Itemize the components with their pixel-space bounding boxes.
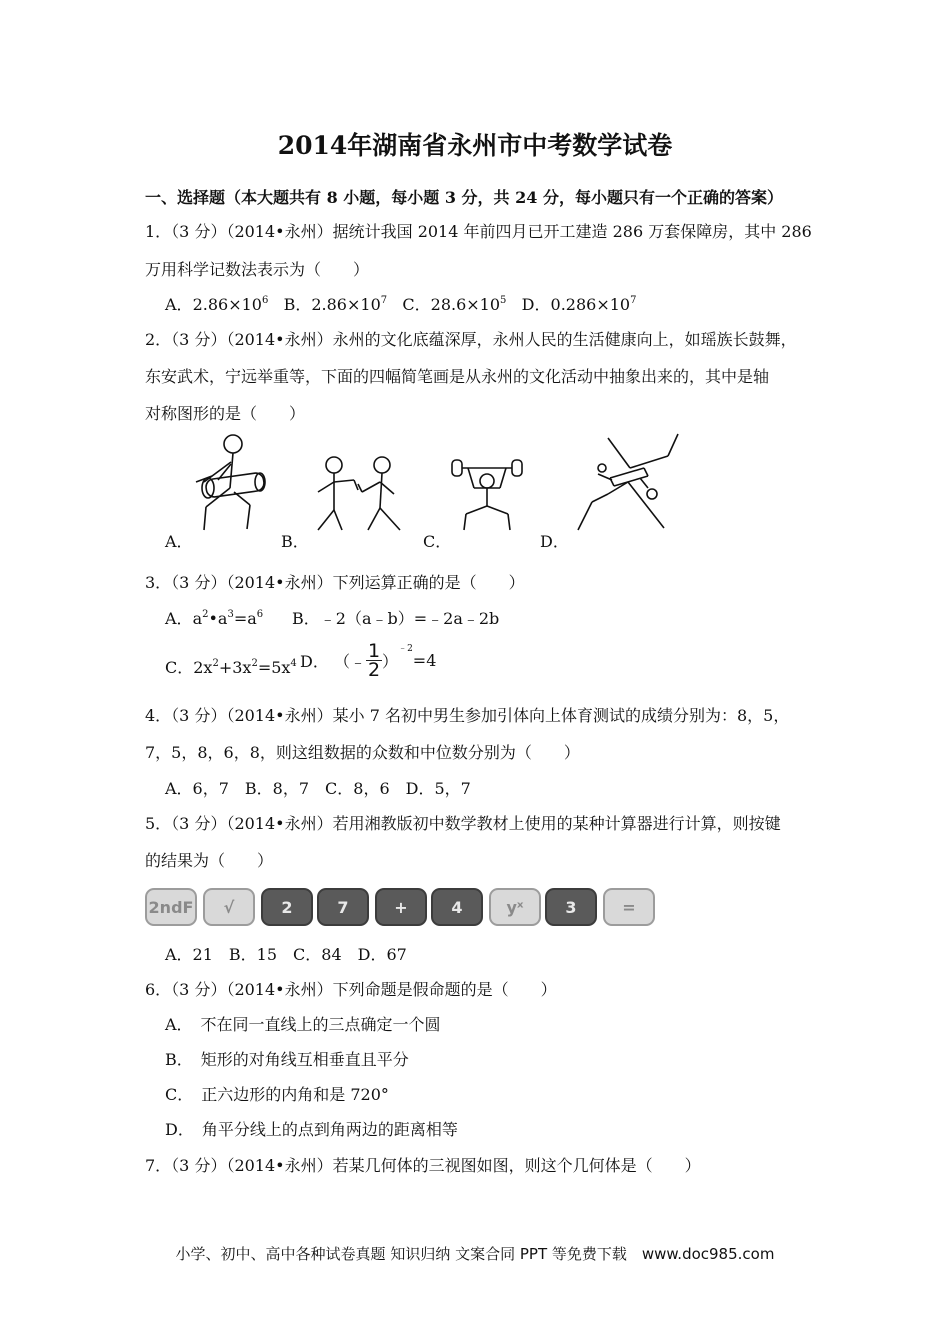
q3-d-fraction (366, 642, 382, 679)
q5-stem-line2: 的结果为（ ） (145, 851, 274, 870)
calc-key-plus: + (375, 888, 427, 926)
q3-d-close: ） (382, 652, 399, 671)
q6-stem: 6．（3 分）（2014•永州）下列命题是假命题的是（ ） (145, 980, 557, 999)
q6-option-d: D． 角平分线上的点到角两边的距离相等 (165, 1120, 458, 1139)
calc-key-sqrt: √ (203, 888, 255, 926)
calc-key-equals: = (603, 888, 655, 926)
q3-c-part1: 2x (193, 658, 213, 677)
q4-stem-line1: 4．（3 分）（2014•永州）某小 7 名初中男生参加引体向上体育测试的成绩分别为：8，5， (145, 706, 790, 725)
q1-option-b-exp: 7 (380, 295, 388, 306)
q5-options: A．21 B．15 C．84 D．67 (165, 945, 407, 964)
figure-d-leaping-figure (568, 430, 684, 534)
q1-option-d-exp: 7 (630, 295, 637, 306)
calc-key-7: 7 (317, 888, 369, 926)
q1-option-d-base: 0.286×10 (550, 295, 631, 314)
q3-c-part2: +3x (218, 658, 252, 677)
q2-option-d-label: D． (540, 532, 569, 551)
q4-stem-line2: 7，5，8，6，8，则这组数据的众数和中位数分别为（ ） (145, 743, 580, 762)
q3-a-part2: •a (208, 609, 228, 628)
q2-stem-line1: 2．（3 分）（2014•永州）永州的文化底蕴深厚，永州人民的生活健康向上，如瑶族长鼓舞， (145, 330, 797, 349)
q1-option-c-label: C． (402, 295, 431, 314)
q3-c-exp3: 4 (290, 658, 297, 669)
calc-key-4: 4 (431, 888, 483, 926)
q2-option-a-label: A． (165, 532, 193, 551)
q1-option-a-base: 2.86×10 (192, 295, 262, 314)
q1-option-c-exp: 5 (500, 295, 507, 306)
q3-d-equals: =4 (412, 651, 437, 670)
q3-option-c-label: C． (165, 658, 194, 677)
calc-key-2ndf: 2ndF (145, 888, 197, 926)
page-footer: 小学、初中、高中各种试卷真题 知识归纳 文案合同 PPT 等免费下载 www.doc985.com (175, 1245, 775, 1263)
q6-option-a: A． 不在同一直线上的三点确定一个圆 (165, 1015, 441, 1034)
figure-a-drum-dancer (190, 432, 270, 534)
q3-c-exp1: 2 (212, 658, 219, 669)
q1-option-b-label: B． (283, 295, 312, 314)
q3-a-exp1: 2 (202, 609, 209, 620)
q6-option-c: C． 正六边形的内角和是 720° (165, 1085, 389, 1104)
q3-a-part3: =a (233, 609, 257, 628)
q3-d-numerator: 1 (367, 640, 381, 662)
figure-c-weightlifter (448, 454, 528, 534)
q3-d-exponent: ﹣2 (398, 644, 413, 654)
q1-stem-line1: 1．（3 分）（2014•永州）据统计我国 2014 年前四月已开工建造 286 万套保障房，其中 286 (145, 222, 812, 241)
q3-option-a (165, 606, 263, 629)
q3-c-exp2: 2 (251, 658, 258, 669)
q3-a-exp2: 3 (227, 609, 234, 620)
q1-option-a-exp: 6 (261, 295, 269, 306)
q2-option-b-label: B． (281, 532, 309, 551)
section-heading: 一、选择题（本大题共有 8 小题，每小题 3 分，共 24 分，每小题只有一个正确的答案） (145, 188, 783, 207)
figure-b-martial-arts (308, 452, 408, 534)
q1-stem-line2: 万用科学记数法表示为（ ） (145, 260, 370, 279)
q3-option-d-label: D． (300, 652, 329, 671)
q1-options (165, 292, 636, 315)
q1-option-b-base: 2.86×10 (311, 295, 381, 314)
q1-option-c-base: 28.6×10 (430, 295, 501, 314)
q1-option-a-label: A． (165, 295, 193, 314)
q5-stem-line1: 5．（3 分）（2014•永州）若用湘教版初中数学教材上使用的某种计算器进行计算，则按键 (145, 814, 781, 833)
q6-option-b: B． 矩形的对角线互相垂直且平分 (165, 1050, 409, 1069)
q3-c-part3: =5x (257, 658, 291, 677)
calc-key-2: 2 (261, 888, 313, 926)
calc-key-3: 3 (545, 888, 597, 926)
q3-a-part1: a (192, 609, 203, 628)
q2-stem-line3: 对称图形的是（ ） (145, 404, 306, 423)
q3-d-open: （﹣ (333, 652, 366, 671)
q3-option-b (292, 606, 499, 629)
page-title: 2014年湖南省永州市中考数学试卷 (277, 131, 673, 160)
q2-stem-line2: 东安武术，宁远举重等，下面的四幅简笔画是从永州的文化活动中抽象出来的，其中是轴 (145, 367, 770, 386)
q3-d-denominator: 2 (367, 659, 381, 681)
q1-option-d-label: D． (521, 295, 551, 314)
q3-option-b-text: ﹣2（a﹣b）=﹣2a﹣2b (319, 609, 500, 628)
q3-option-a-label: A． (165, 609, 193, 628)
q2-option-c-label: C． (423, 532, 452, 551)
q4-options: A．6，7 B．8，7 C．8，6 D．5，7 (165, 779, 471, 798)
q3-a-exp3: 6 (256, 609, 264, 620)
q3-option-c (165, 655, 297, 678)
q3-option-d (300, 642, 436, 679)
q7-stem: 7．（3 分）（2014•永州）若某几何体的三视图如图，则这个几何体是（ ） (145, 1156, 701, 1175)
q3-stem: 3．（3 分）（2014•永州）下列运算正确的是（ ） (145, 573, 525, 592)
q3-option-b-label: B． (292, 609, 320, 628)
calc-key-power: yˣ (489, 888, 541, 926)
